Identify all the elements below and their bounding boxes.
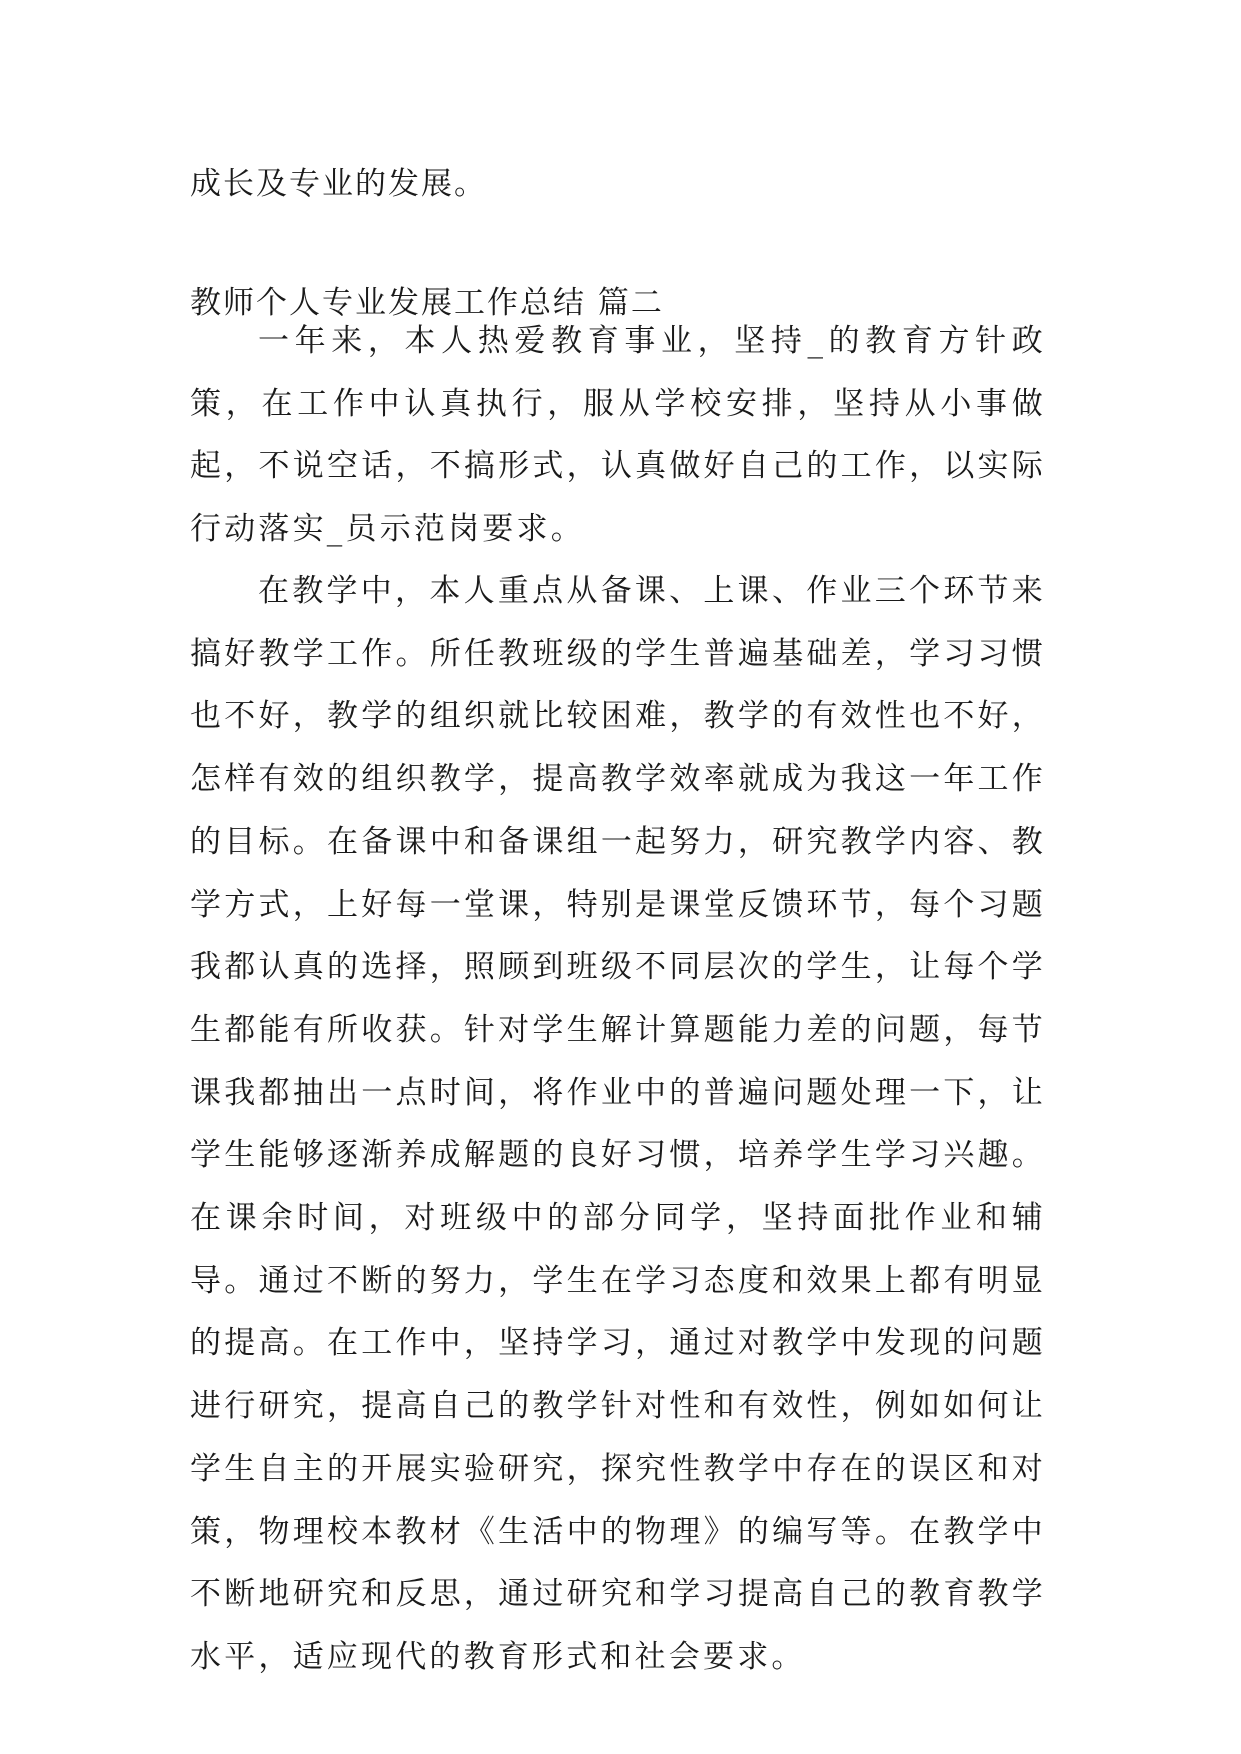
continued-text: 成长及专业的发展。 [190,166,487,202]
section-heading: 教师个人专业发展工作总结 篇二 [190,285,664,321]
paragraph-2: 在教学中，本人重点从备课、上课、作业三个环节来搞好教学工作。所任教班级的学生普遍基础差，学习习惯也不好，教学的组织就比较困难，教学的有效性也不好，怎样有效的组织教学，提高教学效率就成为我这一年工作的目标。在备课中和备课组一起努力，研究教学内容、教学方式，上好每一堂课，特别是课堂反馈环节，每个习题我都认真的选择，照顾到班级不同层次的学生，让每个学生都能有所收获。针对学生解计算题能力差的问题，每节课我都抽出一点时间，将作业中的普遍问题处理一下，让学生能够逐渐养成解题的良好习惯，培养学生学习兴趣。在课余时间，对班级中的部分同学，坚持面批作业和辅导。通过不断的努力，学生在学习态度和效果上都有明显的提高。在工作中，坚持学习，通过对教学中发现的问题进行研究，提高自己的教学针对性和有效性，例如如何让学生自主的开展实验研究，探究性教学中存在的误区和对策，物理校本教材《生活中的物理》的编写等。在教学中不断地研究和反思，通过研究和学习提高自己的教育教学水平，适应现代的教育形式和社会要求。 [190,573,1046,1675]
paragraph-1: 一年来，本人热爱教育事业，坚持_的教育方针政策，在工作中认真执行，服从学校安排，坚持从小事做起，不说空话，不搞形式，认真做好自己的工作，以实际行动落实_员示范岗要求。 [190,323,1046,548]
